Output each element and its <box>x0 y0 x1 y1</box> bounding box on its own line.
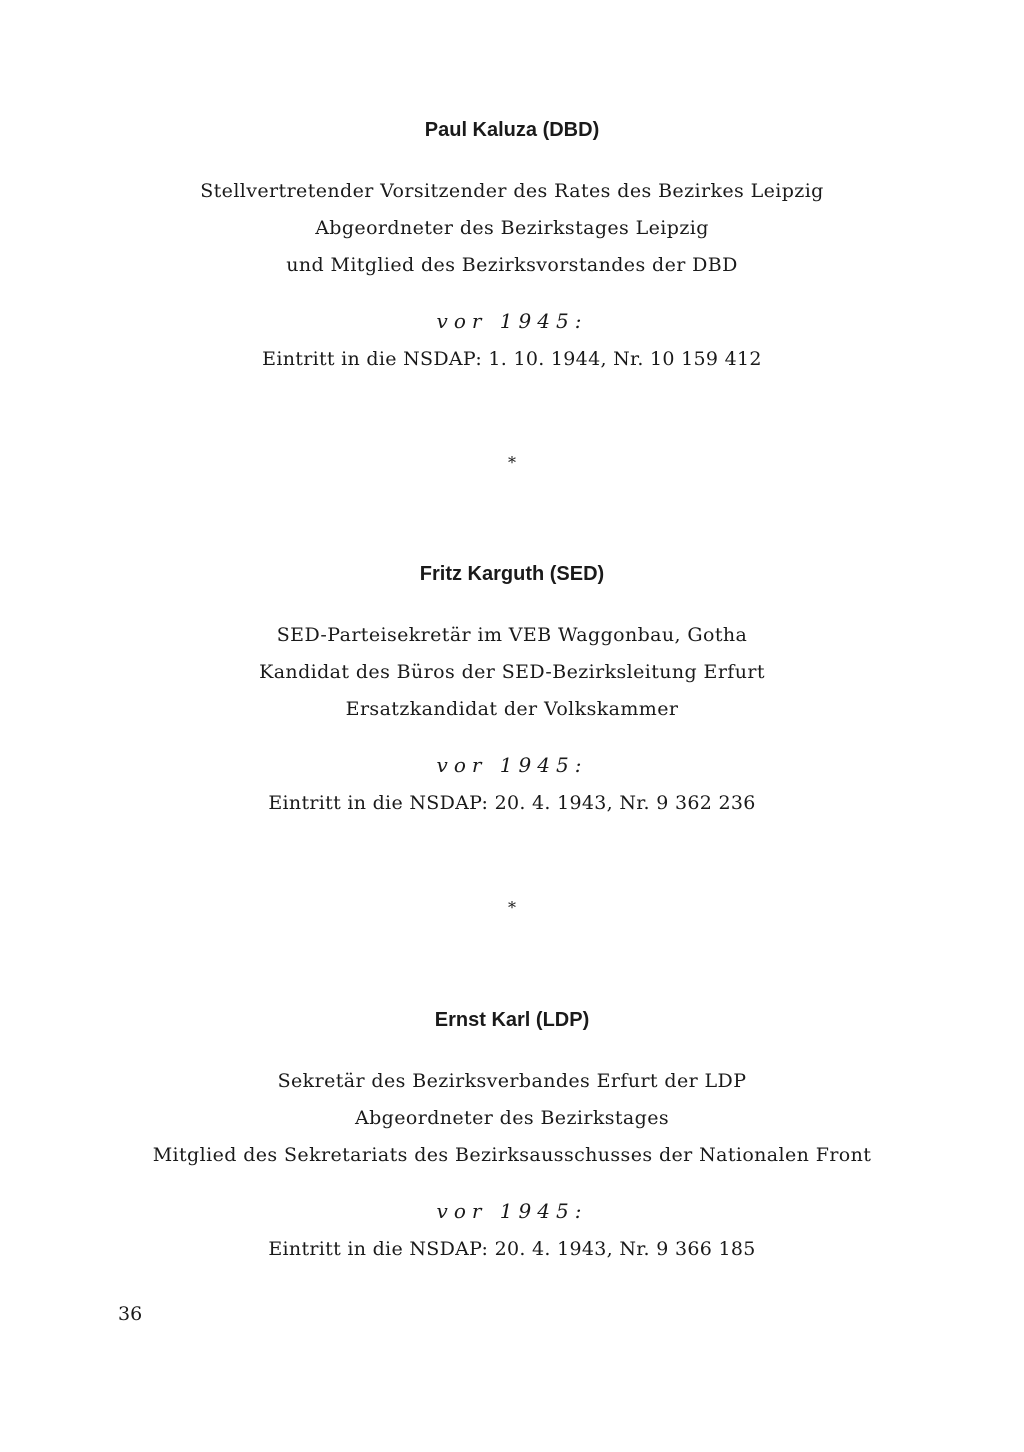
page-number: 36 <box>118 1303 143 1325</box>
entry-role: Mitglied des Sekretariats des Bezirksausschusses der Nationalen Front <box>152 1144 872 1166</box>
entry-nsdap-membership: Eintritt in die NSDAP: 20. 4. 1943, Nr. 9 366 185 <box>268 1238 756 1260</box>
entry-ernst-karl <box>0 1007 1024 1262</box>
entry-role: Abgeordneter des Bezirkstages <box>354 1107 669 1129</box>
entry-name: Fritz Karguth (SED) <box>419 563 605 585</box>
entry-era-label: vor 1945: <box>436 753 588 777</box>
entry-role: SED-Parteisekretär im VEB Waggonbau, Gotha <box>276 624 748 646</box>
entry-role: Sekretär des Bezirksverbandes Erfurt der LDP <box>277 1070 747 1092</box>
entry-nsdap-membership: Eintritt in die NSDAP: 1. 10. 1944, Nr. 10 159 412 <box>262 348 762 370</box>
entry-era-label: vor 1945: <box>436 1199 588 1223</box>
entry-role: und Mitglied des Bezirksvorstandes der DBD <box>286 254 738 276</box>
entry-nsdap-membership: Eintritt in die NSDAP: 20. 4. 1943, Nr. 9 362 236 <box>268 792 756 814</box>
separator-asterisk: * <box>508 898 516 917</box>
entry-paul-kaluza <box>0 117 1024 372</box>
entry-role: Abgeordneter des Bezirkstages Leipzig <box>315 217 709 239</box>
entry-name: Ernst Karl (LDP) <box>434 1009 590 1031</box>
entry-roles <box>0 173 1024 284</box>
entry-role: Kandidat des Büros der SED-Bezirksleitung Erfurt <box>259 661 765 683</box>
entry-era-label: vor 1945: <box>436 309 588 333</box>
separator-asterisk: * <box>508 453 516 472</box>
entry-role: Ersatzkandidat der Volkskammer <box>345 698 679 720</box>
entry-fritz-karguth <box>0 561 1024 816</box>
entry-role: Stellvertretender Vorsitzender des Rates des Bezirkes Leipzig <box>200 180 824 202</box>
entry-roles <box>0 1063 1024 1174</box>
entry-roles <box>0 617 1024 728</box>
entry-name: Paul Kaluza (DBD) <box>424 119 600 141</box>
